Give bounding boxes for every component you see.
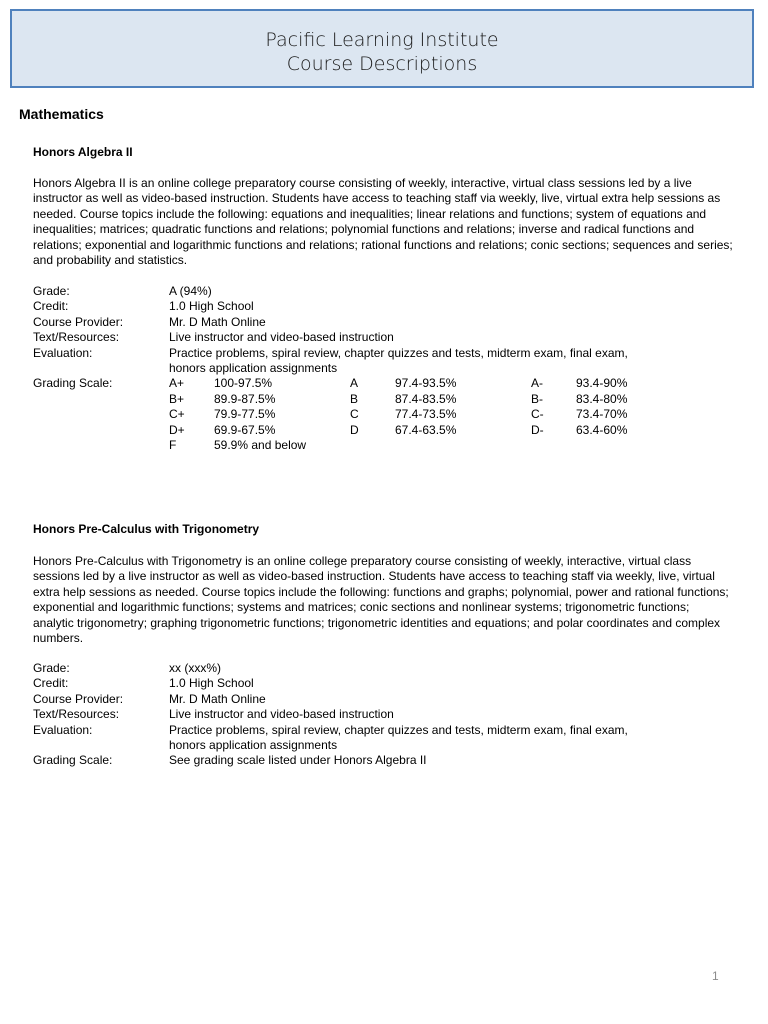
info-row-resources bbox=[33, 330, 733, 345]
grade-range: 77.4-73.5% bbox=[395, 407, 457, 422]
grade-range: 97.4-93.5% bbox=[395, 376, 457, 391]
evaluation-value bbox=[169, 346, 659, 377]
credit-label: Credit: bbox=[33, 676, 69, 691]
grade-range: 100-97.5% bbox=[214, 376, 273, 391]
grade-letter: A+ bbox=[169, 376, 185, 391]
resources-value: Live instructor and video-based instruction bbox=[169, 707, 394, 722]
grade-value: A (94%) bbox=[169, 284, 212, 298]
evaluation-line: honors application assignments bbox=[169, 361, 338, 376]
grade-range: 59.9% and below bbox=[214, 438, 307, 453]
info-row-grade bbox=[33, 661, 733, 676]
course-info bbox=[33, 284, 733, 453]
grade-value: xx (xxx%) bbox=[169, 661, 221, 675]
grading-scale-label: Grading Scale: bbox=[33, 753, 113, 768]
provider-label: Course Provider: bbox=[33, 691, 124, 706]
grade-range: 83.4-80% bbox=[576, 391, 628, 406]
info-row-credit bbox=[33, 299, 733, 314]
grade-range: 87.4-83.5% bbox=[395, 391, 457, 406]
provider-label: Course Provider: bbox=[33, 314, 124, 329]
grade-letter: A bbox=[350, 376, 359, 391]
evaluation-line: Practice problems, spiral review, chapter quizzes and tests, midterm exam, final exam, bbox=[169, 722, 628, 737]
grade-range: 69.9-67.5% bbox=[214, 422, 276, 437]
credit-value: 1.0 High School bbox=[169, 676, 254, 691]
grading-scale-value: See grading scale listed under Honors Algebra II bbox=[169, 753, 427, 768]
grade-letter: C+ bbox=[169, 407, 185, 422]
grade-letter: B bbox=[350, 391, 359, 406]
grade-range: 93.4-90% bbox=[576, 376, 628, 391]
info-row-provider bbox=[33, 315, 733, 330]
course-title: Honors Pre-Calculus with Trigonometry bbox=[33, 522, 260, 536]
grade-range: 73.4-70% bbox=[576, 407, 628, 422]
grade-range: 63.4-60% bbox=[576, 422, 628, 437]
grade-letter: D- bbox=[531, 422, 544, 437]
course-info bbox=[33, 661, 733, 769]
grade-letter: D bbox=[350, 422, 359, 437]
document-title: Course Descriptions bbox=[286, 53, 478, 75]
grade-label: Grade: bbox=[33, 661, 70, 675]
evaluation-label: Evaluation: bbox=[33, 345, 93, 360]
resources-label: Text/Resources: bbox=[33, 330, 120, 345]
info-row-grading-scale bbox=[33, 376, 733, 453]
info-row-credit bbox=[33, 676, 733, 691]
credit-value: 1.0 High School bbox=[169, 299, 254, 314]
info-row-grading-scale bbox=[33, 753, 733, 768]
grading-scale-table bbox=[169, 376, 656, 453]
info-row-provider bbox=[33, 692, 733, 707]
document-header bbox=[10, 9, 754, 88]
grade-letter: C bbox=[350, 407, 359, 422]
grade-range: 67.4-63.5% bbox=[395, 422, 457, 437]
grade-range: 79.9-77.5% bbox=[214, 407, 276, 422]
resources-value: Live instructor and video-based instruction bbox=[169, 330, 394, 345]
grade-letter: B- bbox=[531, 391, 543, 406]
provider-value: Mr. D Math Online bbox=[169, 314, 266, 329]
provider-value: Mr. D Math Online bbox=[169, 691, 266, 706]
info-row-grade bbox=[33, 284, 733, 299]
course-description: Honors Pre-Calculus with Trigonometry is an online college preparatory course consisting of weekly, interactive, virtual class sessions led by a live instructor as well as video-based instruction. Students have access to teaching staff via weekly, live, virtual extra help sessions as needed. Course topics include the following: functions and graphs; polynomial, power and rational functions; exponential and logarithmic functions; systems and matrices; conic sections and nonlinear systems; trigonometric functions; analytic trigonometry; graphing trigonometric functions; trigonometric identities and equations; and polar coordinates and complex numbers. bbox=[33, 554, 729, 646]
section-title: Mathematics bbox=[19, 106, 104, 122]
info-row-evaluation bbox=[33, 723, 733, 754]
resources-label: Text/Resources: bbox=[33, 707, 120, 722]
evaluation-value bbox=[169, 723, 659, 754]
evaluation-line: Practice problems, spiral review, chapter quizzes and tests, midterm exam, final exam, bbox=[169, 345, 628, 360]
info-row-resources bbox=[33, 707, 733, 722]
grade-range: 89.9-87.5% bbox=[214, 391, 276, 406]
grade-letter: D+ bbox=[169, 422, 185, 437]
credit-label: Credit: bbox=[33, 299, 69, 314]
evaluation-line: honors application assignments bbox=[169, 738, 338, 753]
evaluation-label: Evaluation: bbox=[33, 722, 93, 737]
page-number: 1 bbox=[712, 969, 719, 983]
grade-letter: C- bbox=[531, 407, 544, 422]
grade-letter: A- bbox=[531, 376, 543, 391]
institute-name: Pacific Learning Institute bbox=[265, 29, 499, 51]
info-row-evaluation bbox=[33, 346, 733, 377]
grading-scale-label: Grading Scale: bbox=[33, 376, 113, 391]
grade-letter: F bbox=[169, 438, 177, 453]
grade-label: Grade: bbox=[33, 284, 70, 298]
course-description: Honors Algebra II is an online college preparatory course consisting of weekly, interactive, virtual class sessions led by a live instructor as well as video-based instruction. Students have access to teaching staff via weekly, live, virtual extra help sessions as needed. Course topics include the following: equations and inequalities; linear relations and functions; system of equations and inequalities; matrices; quadratic functions and relations; polynomial functions and relations; inverse and radical functions and relations; exponential and logarithmic functions and relations; rational functions and relations; conic sections; sequences and series; and probability and statistics. bbox=[33, 176, 733, 268]
grade-letter: B+ bbox=[169, 391, 185, 406]
course-title: Honors Algebra II bbox=[33, 145, 133, 159]
